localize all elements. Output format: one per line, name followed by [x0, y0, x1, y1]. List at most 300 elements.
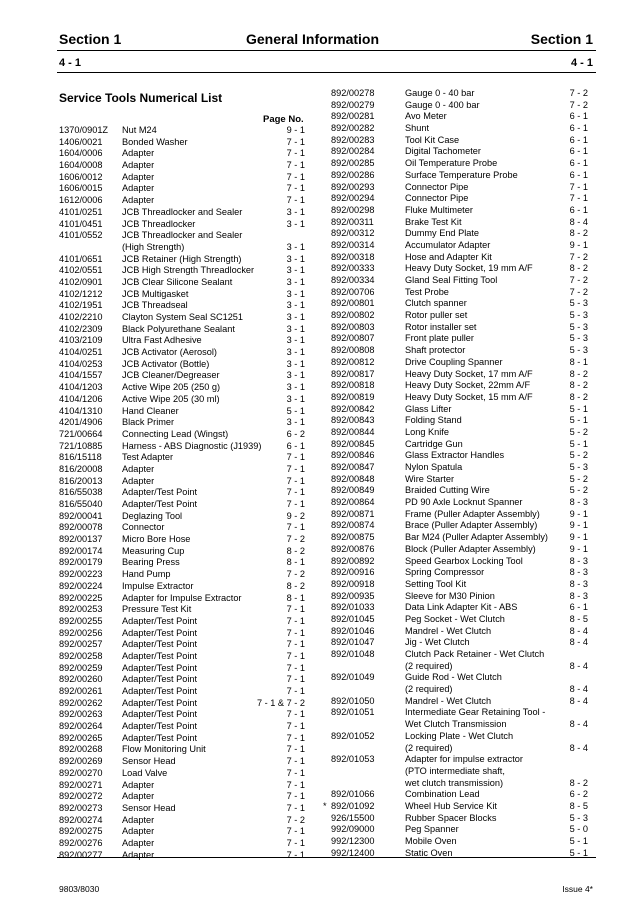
header-rule-top	[57, 50, 596, 51]
tool-row	[59, 803, 305, 815]
page-reference: 8 - 2	[569, 777, 588, 788]
tool-row	[59, 406, 305, 418]
part-number: 892/00807	[331, 333, 375, 344]
tool-description: Mandrel - Wet Clutch	[405, 695, 492, 706]
part-number: 892/00916	[331, 567, 375, 578]
tool-description: Clutch spanner	[405, 298, 467, 309]
tool-row	[331, 637, 588, 649]
tool-row	[59, 429, 305, 441]
page-reference: 7 - 1	[286, 802, 305, 813]
part-number: 892/00874	[331, 520, 375, 531]
tool-description: Adapter/Test Point	[122, 487, 198, 498]
page-reference: 7 - 1 & 7 - 2	[256, 697, 305, 708]
tool-row	[331, 263, 588, 275]
part-number: 892/00255	[59, 615, 103, 626]
tool-description: Static Oven	[405, 847, 453, 858]
tool-description: Adapter	[122, 791, 155, 802]
tool-row	[59, 487, 305, 499]
page-reference: 8 - 2	[569, 380, 588, 391]
page-reference: 9 - 2	[286, 510, 305, 521]
tool-description: Mandrel - Wet Clutch	[405, 625, 492, 636]
tool-description: Combination Lead	[405, 789, 480, 800]
page-reference: 8 - 3	[569, 497, 588, 508]
page-reference: 8 - 3	[569, 555, 588, 566]
tool-description: Wheel Hub Service Kit	[405, 800, 497, 811]
tool-row	[331, 661, 588, 673]
page-number-left: 4 - 1	[59, 57, 82, 69]
page-reference: 7 - 1	[286, 475, 305, 486]
tool-description: Brace (Puller Adapter Assembly)	[405, 520, 538, 531]
tool-description: Adapter/Test Point	[122, 662, 198, 673]
tool-description: Intermediate Gear Retaining Tool -	[405, 707, 546, 718]
tool-row	[331, 556, 588, 568]
page-number-right: 4 - 1	[570, 57, 593, 69]
page-reference: 3 - 1	[286, 276, 305, 287]
part-number: 892/00078	[59, 522, 103, 533]
page-reference: 5 - 3	[569, 298, 588, 309]
page-reference: 8 - 3	[569, 567, 588, 578]
tool-description: Long Knife	[405, 426, 449, 437]
page-reference: 8 - 5	[569, 800, 588, 811]
tool-row	[331, 205, 588, 217]
tool-description: Micro Bore Hose	[122, 534, 191, 545]
tool-description: Hose and Adapter Kit	[405, 251, 492, 262]
tool-description: Data Link Adapter Kit - ABS	[405, 602, 518, 613]
tool-row	[331, 369, 588, 381]
part-number: 892/00293	[331, 181, 375, 192]
part-number: 926/15500	[331, 812, 375, 823]
tool-description: Adapter/Test Point	[122, 686, 198, 696]
tool-description: Rotor installer set	[405, 321, 477, 332]
tool-description: Spring Compressor	[405, 567, 485, 578]
page-reference: 3 - 1	[286, 312, 305, 322]
part-number: 4104/1206	[59, 393, 103, 404]
page-reference: 9 - 1	[569, 520, 588, 531]
part-number: 892/00848	[331, 473, 375, 484]
part-number: 892/00279	[331, 99, 375, 110]
tool-description: Adapter	[122, 814, 155, 825]
page-reference: 7 - 2	[569, 275, 588, 285]
part-number: 892/00257	[59, 639, 103, 650]
tool-description: Test Probe	[405, 286, 449, 297]
page-reference: 3 - 1	[286, 417, 305, 428]
part-number: 892/00333	[331, 263, 375, 274]
page-reference: 3 - 1	[286, 335, 305, 346]
tool-row	[59, 557, 305, 569]
tool-description: Setting Tool Kit	[405, 578, 467, 589]
part-number: 1606/0015	[59, 183, 103, 194]
new-entry-marker: *	[323, 800, 327, 811]
tool-description: Impulse Extractor	[122, 580, 194, 591]
tool-row	[59, 183, 305, 195]
tool-description: Sensor Head	[122, 802, 176, 813]
tool-row	[331, 707, 588, 719]
part-number: 4101/0651	[59, 253, 103, 264]
part-number: 892/00294	[331, 193, 375, 204]
tool-description: Connector Pipe	[405, 181, 469, 192]
page-reference: 7 - 1	[286, 732, 305, 743]
tool-row	[59, 359, 305, 371]
page-reference: 3 - 1	[286, 358, 305, 369]
page-reference: 8 - 1	[286, 592, 305, 603]
tool-row	[59, 347, 305, 359]
tool-description: Mobile Oven	[405, 836, 457, 846]
part-number: 1612/0006	[59, 195, 103, 206]
part-number: 892/01049	[331, 672, 375, 683]
footer-doc-number: 9803/8030	[59, 884, 100, 894]
tool-description: Adapter	[122, 826, 155, 837]
page-reference: 5 - 3	[569, 333, 588, 344]
tool-description: Speed Gearbox Locking Tool	[405, 555, 523, 566]
page-reference: 7 - 1	[286, 627, 305, 638]
part-number: 816/55038	[59, 487, 103, 498]
tool-description: Harness - ABS Diagnostic (J1939)	[122, 440, 262, 451]
part-number: 892/00264	[59, 721, 103, 732]
tool-row	[331, 719, 588, 731]
part-number: 892/00259	[59, 662, 103, 673]
part-number: 892/00223	[59, 569, 103, 580]
page-reference: 7 - 1	[286, 195, 305, 206]
part-number: 4104/1203	[59, 382, 103, 393]
page-reference: 9 - 1	[569, 508, 588, 519]
tool-row	[59, 651, 305, 663]
tool-row	[331, 275, 588, 287]
tool-row	[331, 111, 588, 123]
page-reference: 8 - 4	[569, 660, 588, 671]
part-number: 816/20008	[59, 463, 103, 474]
part-number: 4104/1557	[59, 370, 103, 381]
page-reference: 7 - 1	[286, 639, 305, 650]
page-reference: 6 - 1	[286, 440, 305, 451]
page-reference: 6 - 1	[569, 123, 588, 134]
tool-row	[331, 135, 588, 147]
tool-description: Adapter	[122, 195, 155, 206]
tool-row	[331, 462, 588, 474]
tool-row	[59, 464, 305, 476]
tool-row	[59, 195, 305, 207]
part-number: 892/00803	[331, 321, 375, 332]
tool-row	[331, 404, 588, 416]
part-number: 892/00283	[331, 134, 375, 145]
page-reference: 6 - 1	[569, 134, 588, 145]
page-reference: 5 - 2	[569, 485, 588, 496]
tool-description: Jig - Wet Clutch	[405, 637, 470, 648]
tool-row	[59, 733, 305, 745]
tool-row	[331, 520, 588, 532]
tool-row	[331, 322, 588, 334]
tool-row	[331, 380, 588, 392]
tool-description: Adapter	[122, 148, 155, 159]
tool-description: Shaft protector	[405, 345, 466, 356]
page-reference: 3 - 1	[286, 300, 305, 311]
part-number: 892/00137	[59, 534, 103, 545]
tool-row	[59, 721, 305, 733]
page-reference: 7 - 1	[286, 756, 305, 767]
tool-description: Glass Extractor Handles	[405, 450, 505, 461]
part-number: 892/00801	[331, 298, 375, 309]
page-reference: 3 - 1	[286, 323, 305, 334]
tool-description: Drive Coupling Spanner	[405, 356, 503, 367]
part-number: 892/00268	[59, 744, 103, 755]
page-reference: 7 - 1	[286, 136, 305, 147]
tool-description: Glass Lifter	[405, 403, 452, 414]
page-reference: 5 - 3	[569, 812, 588, 823]
tool-row	[331, 146, 588, 158]
part-number: 892/00258	[59, 650, 103, 661]
page-reference: 7 - 1	[286, 826, 305, 837]
page-reference: 8 - 4	[569, 625, 588, 636]
page-reference: 6 - 1	[569, 158, 588, 169]
part-number: 992/12300	[331, 836, 375, 846]
page-reference: 7 - 1	[286, 686, 305, 696]
tool-row	[59, 698, 305, 710]
part-number: 892/00843	[331, 415, 375, 426]
tool-description: JCB Activator (Bottle)	[122, 358, 210, 369]
page-reference: 5 - 1	[569, 415, 588, 426]
part-number: 992/12400	[331, 847, 375, 858]
tool-row	[59, 499, 305, 511]
tool-description: Digital Tachometer	[405, 146, 481, 157]
tool-description: Guide Rod - Wet Clutch	[405, 672, 502, 683]
part-number: 892/00275	[59, 826, 103, 837]
part-number: 892/00265	[59, 732, 103, 743]
page-reference: 7 - 1	[286, 849, 305, 860]
page-reference: 5 - 2	[569, 473, 588, 484]
part-number: 892/00263	[59, 709, 103, 720]
part-number: 892/00935	[331, 590, 375, 601]
tool-row	[331, 766, 588, 778]
page-reference: 7 - 1	[286, 452, 305, 463]
page-reference: 8 - 4	[569, 216, 588, 227]
page-reference: 8 - 3	[569, 578, 588, 589]
part-number: 4103/2109	[59, 335, 103, 346]
page-reference: 7 - 1	[286, 767, 305, 778]
tool-description: JCB Threadlocker	[122, 218, 196, 229]
part-number: 892/00846	[331, 450, 375, 461]
tool-description: Clutch Pack Retainer - Wet Clutch	[405, 649, 545, 659]
tool-description: Black Primer	[122, 417, 175, 428]
tool-row	[331, 474, 588, 486]
page-reference: 8 - 1	[569, 356, 588, 367]
tool-description: Adapter/Test Point	[122, 697, 198, 708]
tool-row	[59, 265, 305, 277]
tool-description: Heavy Duty Socket, 15 mm A/F	[405, 391, 533, 402]
part-number: 892/00318	[331, 251, 375, 262]
page-reference: 6 - 1	[569, 204, 588, 215]
tool-description: Nut M24	[122, 125, 157, 135]
page-reference: 8 - 2	[569, 391, 588, 402]
tool-row	[59, 780, 305, 792]
part-number: 1406/0021	[59, 136, 103, 147]
tool-row	[323, 800, 588, 813]
tool-row	[331, 170, 588, 182]
tool-description: Connecting Lead (Wingst)	[122, 428, 229, 439]
tool-row	[59, 686, 305, 698]
tool-row	[331, 497, 588, 509]
tool-row	[331, 672, 588, 684]
tool-description: Hand Cleaner	[122, 405, 179, 416]
part-number: 4102/2210	[59, 312, 103, 322]
tool-row	[59, 639, 305, 651]
part-number: 892/00260	[59, 674, 103, 685]
tool-row	[331, 415, 588, 427]
tool-description: Front plate puller	[405, 333, 474, 344]
tool-description: Sleeve for M30 Pinion	[405, 590, 495, 601]
page-reference: 7 - 1	[286, 183, 305, 194]
part-number: 4104/1310	[59, 405, 103, 416]
page-reference: 5 - 1	[569, 847, 588, 858]
tool-description: JCB High Strength Threadlocker	[122, 265, 255, 276]
tool-row	[59, 604, 305, 616]
part-number: 892/00270	[59, 767, 103, 778]
part-number: 4102/1951	[59, 300, 103, 311]
tool-description: Bar M24 (Puller Adapter Assembly)	[405, 532, 548, 543]
part-number: 892/00875	[331, 532, 375, 543]
page-reference: 7 - 1	[286, 744, 305, 755]
part-number: 892/00802	[331, 310, 375, 321]
tool-row	[331, 591, 588, 603]
part-number: 892/00285	[331, 158, 375, 169]
part-number: 892/00334	[331, 275, 375, 285]
tool-row	[59, 254, 305, 266]
tool-description: JCB Threadlocker and Sealer	[122, 230, 243, 241]
tool-row	[331, 649, 588, 661]
page-reference: 3 - 1	[286, 253, 305, 264]
tool-row	[59, 230, 305, 242]
tool-row	[331, 217, 588, 229]
tool-row	[331, 240, 588, 252]
part-number: 4102/0901	[59, 276, 103, 287]
tool-description: Adapter	[122, 779, 155, 790]
page-reference: 8 - 1	[286, 557, 305, 568]
tool-row	[331, 789, 588, 801]
page-reference: 8 - 2	[286, 545, 305, 556]
tool-row	[59, 324, 305, 336]
tool-description: Bearing Press	[122, 557, 180, 568]
part-number: 892/00284	[331, 146, 375, 157]
part-number: 892/00298	[331, 204, 375, 215]
tool-row	[331, 392, 588, 404]
tool-row	[331, 813, 588, 825]
part-number: 4101/0251	[59, 206, 103, 217]
tool-description: Bonded Washer	[122, 136, 188, 147]
part-number: 892/00286	[331, 169, 375, 180]
tool-description: Load Valve	[122, 767, 168, 778]
page-reference: 7 - 1	[286, 604, 305, 615]
tool-row	[59, 160, 305, 172]
page-reference: 5 - 2	[569, 426, 588, 437]
tool-description: Fluke Multimeter	[405, 204, 473, 215]
tool-row	[59, 207, 305, 219]
part-number: 892/00281	[331, 111, 375, 122]
tool-description: Adapter	[122, 849, 155, 860]
part-number: 892/00818	[331, 380, 375, 391]
tool-description: Test Adapter	[122, 452, 174, 463]
page-reference: 8 - 4	[569, 637, 588, 648]
tool-description: JCB Clear Silicone Sealant	[122, 276, 233, 287]
part-number: 892/00849	[331, 485, 375, 496]
page-reference: 6 - 1	[569, 169, 588, 180]
part-number: 892/00876	[331, 543, 375, 554]
tool-row	[59, 137, 305, 149]
page-reference: 7 - 2	[569, 286, 588, 297]
tool-row	[331, 252, 588, 264]
page-reference: 8 - 4	[569, 742, 588, 753]
tool-row	[331, 310, 588, 322]
page-reference: 6 - 2	[569, 789, 588, 800]
tool-description: Dummy End Plate	[405, 228, 480, 239]
tool-row	[59, 709, 305, 721]
tool-description: Black Polyurethane Sealant	[122, 323, 235, 334]
part-number: 892/01052	[331, 730, 375, 741]
page-reference: 8 - 4	[569, 684, 588, 695]
tool-description: Flow Monitoring Unit	[122, 744, 206, 755]
part-number: 892/00842	[331, 403, 375, 414]
tool-row	[331, 427, 588, 439]
tool-row	[331, 614, 588, 626]
tool-description: Adapter/Test Point	[122, 674, 198, 685]
tool-description: Hand Pump	[122, 569, 171, 580]
left-tool-list	[59, 125, 305, 861]
tool-row	[331, 182, 588, 194]
part-number: 892/01050	[331, 695, 375, 706]
part-number: 892/00847	[331, 462, 375, 472]
part-number: 1604/0006	[59, 148, 103, 159]
part-number: 892/00272	[59, 791, 103, 802]
tool-description: JCB Multigasket	[122, 288, 189, 299]
tool-row	[59, 476, 305, 488]
footer-issue: Issue 4*	[562, 884, 593, 894]
part-number: 816/15118	[59, 452, 102, 463]
page-reference: 7 - 1	[286, 662, 305, 673]
part-number: 892/00311	[331, 216, 374, 227]
tool-row	[331, 485, 588, 497]
tool-row	[331, 228, 588, 240]
part-number: 892/00871	[331, 508, 375, 519]
part-number: 4102/0551	[59, 265, 103, 276]
tool-row	[59, 815, 305, 827]
tool-description: Oil Temperature Probe	[405, 158, 498, 169]
page-reference: 7 - 1	[286, 160, 305, 171]
part-number: 892/00278	[331, 88, 375, 98]
page-reference: 8 - 2	[286, 580, 305, 591]
tool-description: Gland Seal Fitting Tool	[405, 275, 498, 285]
tool-description: JCB Threadlocker and Sealer	[122, 206, 243, 217]
page-reference: 7 - 1	[286, 171, 305, 182]
tool-row	[331, 509, 588, 521]
tool-row	[59, 756, 305, 768]
tool-row	[59, 546, 305, 558]
page-reference: 7 - 2	[286, 814, 305, 825]
part-number: 892/00224	[59, 580, 103, 591]
tool-row	[59, 569, 305, 581]
tool-description: Connector	[122, 522, 165, 533]
tool-description: Avo Meter	[405, 111, 447, 122]
part-number: 892/00276	[59, 837, 103, 848]
tool-row	[331, 696, 588, 708]
tool-description: Tool Kit Case	[405, 134, 460, 145]
page-reference: 8 - 4	[569, 719, 588, 730]
part-number: 892/00273	[59, 802, 103, 813]
page-reference: 5 - 2	[569, 450, 588, 461]
tool-description: Adapter	[122, 160, 155, 171]
tool-row	[331, 345, 588, 357]
page-reference: 7 - 1	[286, 148, 305, 159]
tool-description: Surface Temperature Probe	[405, 169, 518, 180]
page-reference: 8 - 4	[569, 695, 588, 706]
part-number: 4104/0253	[59, 358, 103, 369]
page-reference: 7 - 2	[569, 251, 588, 262]
